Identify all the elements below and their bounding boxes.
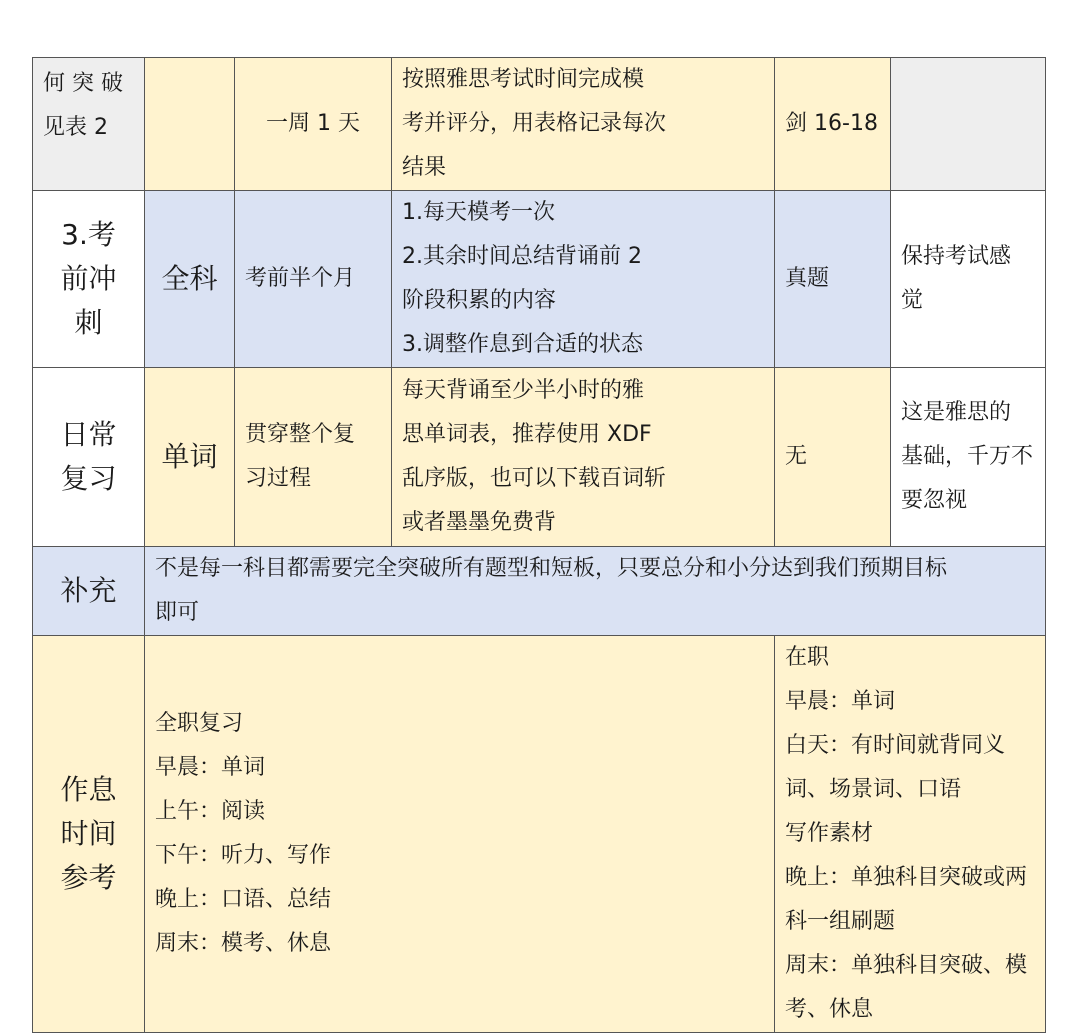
study-plan-table — [32, 57, 1046, 1033]
method-line: 考并评分，用表格记录每次 — [402, 111, 667, 136]
row-label-line: 何 突 破 — [43, 71, 123, 96]
time-line: 习过程 — [245, 466, 312, 491]
time-text: 考前半个月 — [245, 266, 356, 291]
subject-cell — [145, 58, 235, 191]
method-cell — [392, 191, 775, 368]
schedule-line: 上午：阅读 — [155, 799, 266, 824]
schedule-line: 周末：模考、休息 — [155, 931, 332, 956]
row-label-cell — [33, 636, 145, 1033]
employed-schedule-cell — [775, 636, 1046, 1033]
schedule-line: 白天：有时间就背同义词、场景词、口语 — [785, 733, 1006, 802]
material-text: 剑 16-18 — [785, 111, 878, 136]
schedule-line: 周末：单独科目突破、模考、休息 — [785, 953, 1028, 1022]
schedule-line: 写作素材 — [785, 821, 874, 846]
schedule-line: 早晨：单词 — [155, 755, 266, 780]
time-cell — [235, 368, 392, 547]
row-label-line: 日常 — [60, 418, 117, 451]
note-cell — [891, 368, 1046, 547]
time-cell — [235, 191, 392, 368]
row-label-line: 刺 — [74, 306, 103, 339]
fulltime-schedule-cell — [145, 636, 775, 1033]
note-line: 这是雅思的 — [901, 400, 1012, 425]
material-cell — [775, 58, 891, 191]
row-label-line: 复习 — [60, 462, 117, 495]
row-label-cell — [33, 368, 145, 547]
method-line: 按照雅思考试时间完成模 — [402, 67, 645, 92]
material-text: 真题 — [785, 266, 830, 291]
note-line: 保持考试感 — [901, 244, 1012, 269]
table-row — [33, 191, 1046, 368]
table-row — [33, 636, 1046, 1033]
supplement-line: 不是每一科目都需要完全突破所有题型和短板，只要总分和小分达到我们预期目标 — [155, 556, 948, 581]
note-line: 觉 — [901, 288, 924, 313]
material-cell — [775, 191, 891, 368]
row-label-line: 前冲 — [60, 262, 117, 295]
method-cell — [392, 368, 775, 547]
subject-cell — [145, 191, 235, 368]
time-text: 一周 1 天 — [266, 111, 360, 136]
row-label-line: 作息 — [60, 773, 117, 806]
time-line: 贯穿整个复 — [245, 422, 356, 447]
row-label-line: 见表 2 — [43, 115, 108, 140]
subject-cell — [145, 368, 235, 547]
row-label-cell — [33, 547, 145, 636]
method-line: 结果 — [402, 155, 447, 180]
material-cell — [775, 368, 891, 547]
method-line: 思单词表，推荐使用 XDF — [402, 422, 652, 447]
table-row — [33, 368, 1046, 547]
material-text: 无 — [785, 444, 808, 469]
note-cell — [891, 58, 1046, 191]
table-row — [33, 547, 1046, 636]
note-line: 要忽视 — [901, 488, 968, 513]
row-label-line: 3.考 — [61, 218, 116, 251]
row-label-cell — [33, 58, 145, 191]
method-line: 或者墨墨免费背 — [402, 510, 557, 535]
method-line: 每天背诵至少半小时的雅 — [402, 378, 645, 403]
supplement-cell — [145, 547, 1046, 636]
time-cell — [235, 58, 392, 191]
fulltime-heading: 全职复习 — [155, 711, 244, 736]
schedule-line: 晚上：单独科目突破或两科一组刷题 — [785, 865, 1028, 934]
row-label-cell — [33, 191, 145, 368]
method-line: 1.每天模考一次 — [402, 200, 555, 225]
row-label-line: 参考 — [60, 861, 117, 894]
row-label-text: 补充 — [60, 574, 117, 607]
note-cell — [891, 191, 1046, 368]
method-line: 乱序版，也可以下载百词斩 — [402, 466, 667, 491]
row-label-line: 时间 — [60, 817, 117, 850]
schedule-line: 下午：听力、写作 — [155, 843, 332, 868]
supplement-line: 即可 — [155, 600, 200, 625]
method-cell — [392, 58, 775, 191]
employed-heading: 在职 — [785, 645, 830, 670]
method-line: 2.其余时间总结背诵前 2 — [402, 244, 642, 269]
method-line: 3.调整作息到合适的状态 — [402, 332, 643, 357]
subject-text: 单词 — [161, 440, 218, 473]
schedule-line: 早晨：单词 — [785, 689, 896, 714]
method-line: 阶段积累的内容 — [402, 288, 557, 313]
schedule-line: 晚上：口语、总结 — [155, 887, 332, 912]
table-row — [33, 58, 1046, 191]
subject-text: 全科 — [161, 262, 218, 295]
note-line: 基础，千万不 — [901, 444, 1034, 469]
